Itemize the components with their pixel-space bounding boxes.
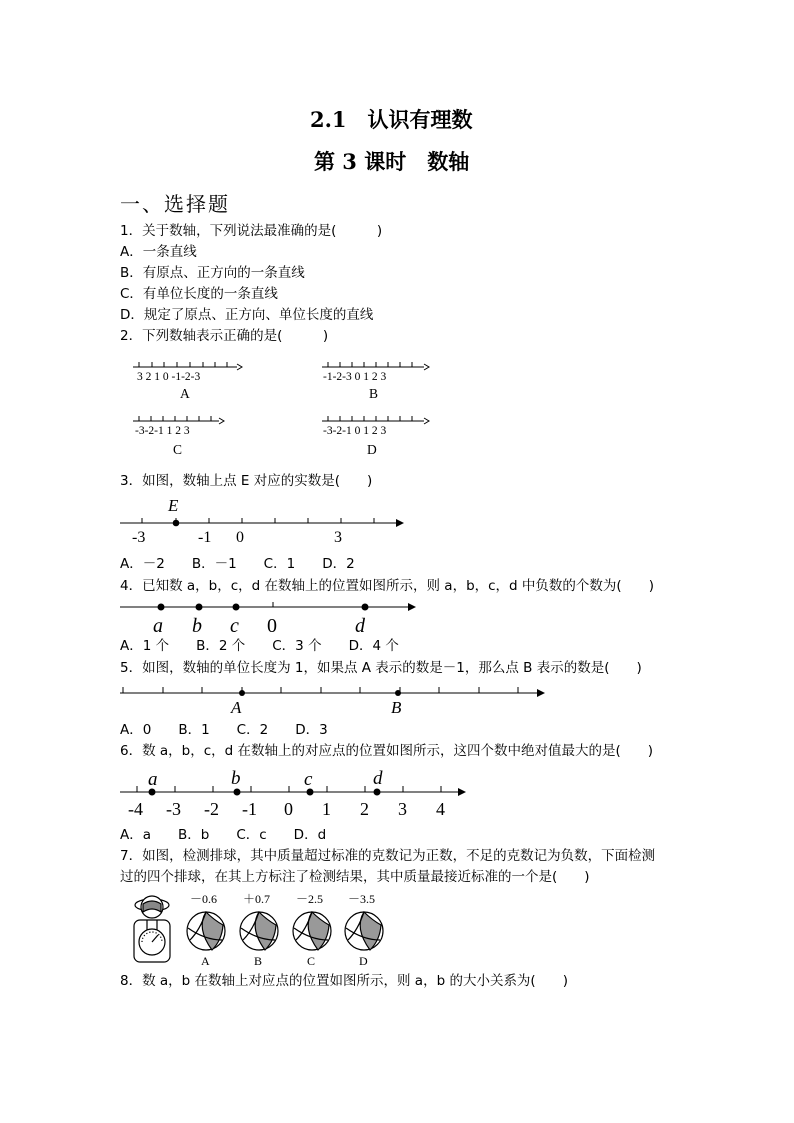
- q6-tick-0: 0: [284, 799, 293, 819]
- volleyball-d: [345, 912, 383, 950]
- q7-stem-line2: 过的四个排球，在其上方标注了检测结果，其中质量最接近标准的一个是( ): [120, 869, 590, 885]
- scale-icon: [134, 896, 170, 962]
- q3-tick-3: 3: [334, 529, 342, 546]
- q5-options: A．0 B．1 C．2 D．3: [120, 722, 328, 738]
- q1-option-d: D．规定了原点、正方向、单位长度的直线: [120, 307, 374, 323]
- q3-tick-neg1: -1: [198, 529, 212, 546]
- q7-value-a: －0.6: [190, 892, 218, 906]
- q5-label-a: A: [231, 698, 242, 717]
- page-title: 2.1 认识有理数: [310, 107, 473, 132]
- q7-value-c: －2.5: [296, 892, 324, 906]
- q2-axis-d-label: D: [367, 442, 377, 457]
- q6-label-c: c: [304, 769, 313, 790]
- q6-stem: 6．数 a，b，c，d 在数轴上的对应点的位置如图所示，这四个数中绝对值最大的是( ): [120, 743, 654, 759]
- q3-point-e-label: E: [168, 496, 179, 515]
- q6-tick-1: 1: [322, 799, 331, 819]
- q1-option-c: C．有单位长度的一条直线: [120, 286, 278, 302]
- q2-axis-a-label: A: [180, 386, 190, 401]
- volleyball-b: [240, 912, 278, 950]
- q4-options: A．1 个 B．2 个 C．3 个 D．4 个: [120, 638, 399, 654]
- q7-value-b: ＋0.7: [243, 892, 271, 906]
- q6-tick-neg3: -3: [166, 799, 181, 819]
- q6-label-b: b: [231, 768, 241, 789]
- q3-tick-0: 0: [236, 529, 244, 546]
- q7-label-d: D: [359, 954, 368, 968]
- q1-option-b: B．有原点、正方向的一条直线: [120, 265, 305, 281]
- q5-stem: 5．如图，数轴的单位长度为 1，如果点 A 表示的数是－1，那么点 B 表示的数是( ): [120, 660, 642, 676]
- q6-tick-4: 4: [436, 799, 445, 819]
- volleyball-c: [293, 912, 331, 950]
- q6-tick-3: 3: [398, 799, 407, 819]
- q6-tick-neg2: -2: [204, 799, 219, 819]
- q6-options: A．a B．b C．c D．d: [120, 827, 327, 843]
- q5-label-b: B: [391, 698, 402, 717]
- q7-value-d: －3.5: [348, 892, 376, 906]
- q4-label-a: a: [153, 615, 163, 637]
- q6-tick-2: 2: [360, 799, 369, 819]
- q4-label-b: b: [192, 615, 202, 637]
- q6-tick-neg4: -4: [128, 799, 143, 819]
- section-heading: 一、选择题: [120, 192, 230, 216]
- q7-stem-line1: 7．如图，检测排球，其中质量超过标准的克数记为正数，不足的克数记为负数，下面检测: [120, 848, 656, 864]
- q3-tick-neg3: -3: [132, 529, 146, 546]
- q6-tick-neg1: -1: [242, 799, 257, 819]
- q7-label-a: A: [201, 954, 210, 968]
- q7-label-c: C: [307, 954, 316, 968]
- q2-stem: 2．下列数轴表示正确的是( ): [120, 328, 329, 344]
- q2-axis-b-label: B: [369, 386, 379, 401]
- q2-axis-c-label: C: [173, 442, 183, 457]
- q6-label-d: d: [373, 768, 383, 789]
- q8-stem: 8．数 a，b 在数轴上对应点的位置如图所示，则 a，b 的大小关系为( ): [120, 973, 568, 989]
- volleyball-a: [187, 912, 225, 950]
- q4-label-zero: 0: [267, 615, 277, 637]
- q3-stem: 3．如图，数轴上点 E 对应的实数是( ): [120, 473, 373, 489]
- q2-axis-d-ticks: -3-2-1 0 1 2 3: [323, 425, 387, 437]
- q2-axis-b-ticks: -1-2-3 0 1 2 3: [323, 371, 387, 383]
- q2-axis-c-ticks: -3-2-1 1 2 3: [135, 425, 190, 437]
- q1-stem: 1．关于数轴，下列说法最准确的是( ): [120, 223, 383, 239]
- q4-label-c: c: [230, 615, 239, 637]
- lesson-subtitle: 第 3 课时 数轴: [314, 149, 470, 174]
- q1-option-a: A．一条直线: [120, 244, 197, 260]
- q3-options: A．－2 B．－1 C．1 D．2: [120, 556, 355, 572]
- q2-axis-a-ticks: 3 2 1 0 -1-2-3: [137, 371, 201, 383]
- q7-label-b: B: [254, 954, 263, 968]
- q4-stem: 4．已知数 a，b，c，d 在数轴上的位置如图所示，则 a，b，c，d 中负数的个数为( ): [120, 578, 654, 594]
- q4-label-d: d: [355, 615, 365, 637]
- q6-label-a: a: [148, 769, 158, 790]
